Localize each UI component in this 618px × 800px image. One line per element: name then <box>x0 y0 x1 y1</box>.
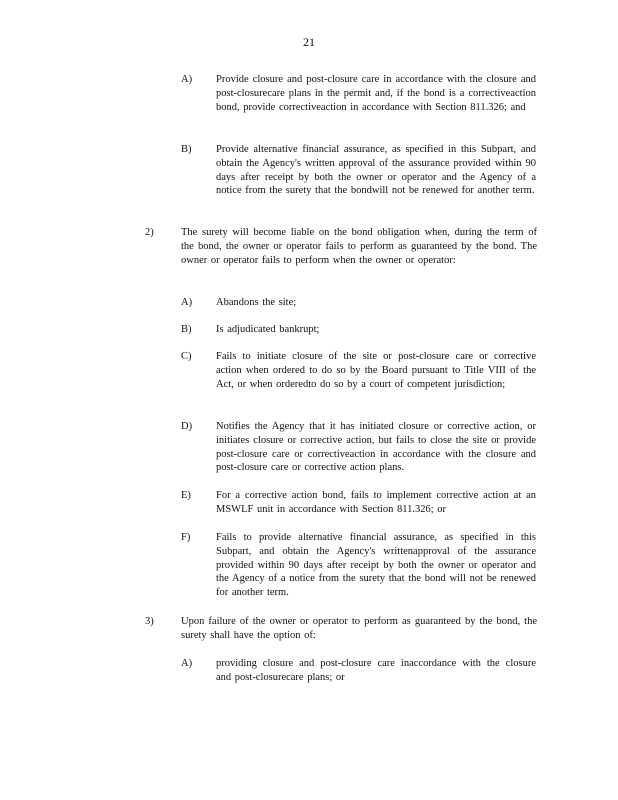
page-number: 21 <box>303 35 315 49</box>
item-label: B) <box>181 324 192 335</box>
item-label: E) <box>181 490 191 501</box>
item-text: Is adjudicated bankrupt; <box>216 324 320 335</box>
item-text: Notifies the Agency that it has initiated closure or corrective action, or initiates closure or corrective action, but fails to close the site or provide post-closure care or correctiveaction in accordance with the closure and post-closure care or corrective action plans. <box>216 421 536 474</box>
item-text: Provide alternative financial assurance, as specified in this Subpart, and obtain the Agency's written approval of the assurance provided within 90 days after receipt by both the owner or operator and the Agency of a notice from the surety that the bondwill not be renewed for another term. <box>216 144 536 197</box>
item-text: providing closure and post-closure care inaccordance with the closure and post-closurecare plans; or <box>216 658 536 683</box>
item-text: Fails to initiate closure of the site or post-closure care or corrective action when ordered to do so by the Board pursuant to Title VIII of the Act, or when orderedto do so by a court of competent jurisdiction; <box>216 351 536 390</box>
item-label: B) <box>181 144 192 155</box>
item-text: Fails to provide alternative financial assurance, as specified in this Subpart, and obtain the Agency's writtenapproval of the assurance provided within 90 days after receipt by both the owner or operator and the Agency of a notice from the surety that the bond will not be renewed for another term. <box>216 532 536 599</box>
item-label: 3) <box>145 616 154 627</box>
item-text: Upon failure of the owner or operator to perform as guaranteed by the bond, the surety shall have the option of: <box>181 616 537 641</box>
item-label: 2) <box>145 227 154 238</box>
item-text: The surety will become liable on the bond obligation when, during the term of the bond, the owner or operator fails to perform as guaranteed by the bond. The owner or operator fails to perform when the owner or operator: <box>181 227 537 266</box>
item-label: D) <box>181 421 193 432</box>
item-label: A) <box>181 74 193 85</box>
item-text: Abandons the site; <box>216 297 297 308</box>
item-text: Provide closure and post-closure care in accordance with the closure and post-closurecare plans in the permit and, if the bond is a correctiveaction bond, provide correctiveaction in accordance with Section 811.326; and <box>216 74 536 113</box>
item-label: F) <box>181 532 191 543</box>
item-text: For a corrective action bond, fails to implement corrective action at an MSWLF unit in accordance with Section 811.326; or <box>216 490 536 515</box>
item-label: A) <box>181 658 193 669</box>
item-label: C) <box>181 351 192 362</box>
item-label: A) <box>181 297 193 308</box>
